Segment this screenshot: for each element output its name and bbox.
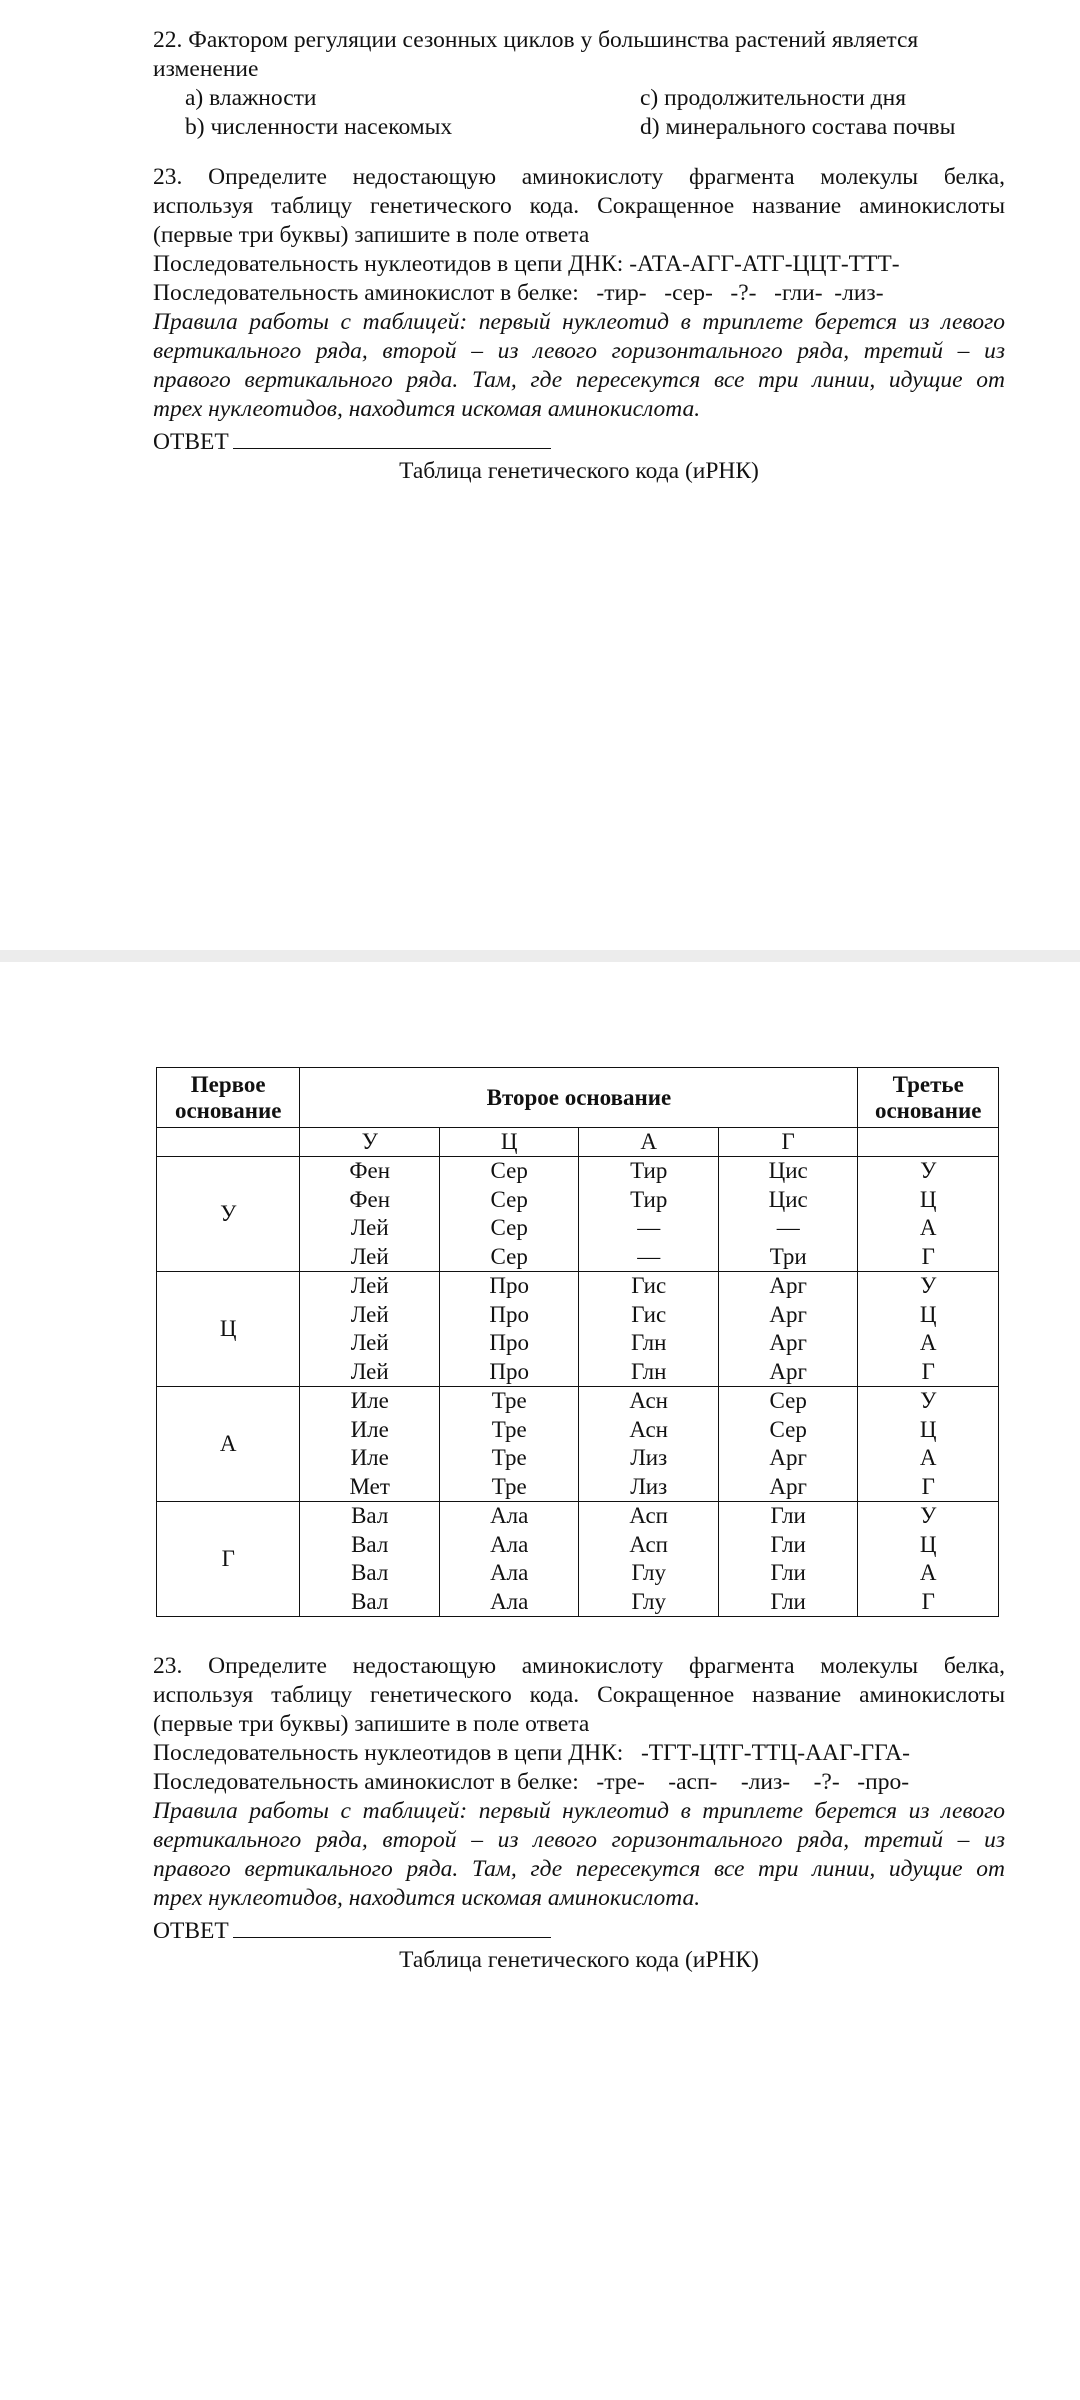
amino-acid-entry: Вал [351, 1588, 389, 1614]
q23b-rules-line-4: трех нуклеотидов, находится искомая аминокислота. [153, 1885, 701, 1911]
amino-acid-entry: Иле [350, 1388, 389, 1413]
second-base-a: А [579, 1128, 718, 1157]
q23b-table-caption: Таблица генетического кода (иРНК) [399, 1947, 759, 1973]
third-base-cell [858, 1272, 999, 1387]
q23b-answer-row [153, 1913, 1005, 1946]
q23b-dna-sequence: Последовательность нуклеотидов в цепи ДНК: -ТГТ-ЦТГ-ТТЦ-ААГ-ГГА- [153, 1740, 910, 1766]
amino-acid-entry: Арг [769, 1473, 807, 1499]
q23a-dna-sequence: Последовательность нуклеотидов в цепи ДНК: -АТА-АГГ-АТГ-ЦЦТ-ТТТ- [153, 251, 900, 277]
amino-acid-entry: Асн [629, 1416, 668, 1442]
amino-acid-entry: Ала [490, 1588, 529, 1614]
q23b-text-line-3: (первые три буквы) запишите в поле ответа [153, 1711, 590, 1737]
amino-acid-entry: Ала [490, 1503, 529, 1528]
amino-acid-entry: Лиз [630, 1445, 668, 1470]
codon-cell [300, 1387, 440, 1502]
amino-acid-entry: Лей [350, 1330, 389, 1355]
amino-acid-entry: Г [921, 1473, 935, 1499]
q23a-text-line-1: 23. Определите недостающую аминокислоту фрагмента молекулы белка, [153, 164, 1005, 190]
codon-cell [579, 1272, 718, 1387]
amino-acid-entry: Цис [768, 1158, 808, 1183]
amino-acid-entry: Асп [629, 1531, 668, 1557]
amino-acid-entry: Ц [919, 1531, 937, 1557]
amino-acid-entry: Тре [491, 1445, 527, 1470]
amino-acid-entry: Сер [490, 1215, 528, 1240]
amino-acid-entry: А [919, 1560, 937, 1585]
q22-option-b: b) численности насекомых [185, 114, 453, 140]
amino-acid-entry: Сер [490, 1158, 528, 1183]
q23a-table-caption: Таблица генетического кода (иРНК) [399, 458, 759, 484]
amino-acid-entry: Ц [919, 1301, 937, 1327]
amino-acid-entry: Тир [630, 1186, 668, 1212]
q22-text-line-1: 22. Фактором регуляции сезонных циклов у большинства растений является [153, 27, 919, 53]
amino-acid-entry: Сер [490, 1243, 528, 1269]
amino-acid-entry: Лей [350, 1301, 389, 1327]
codon-cell [439, 1502, 579, 1617]
question-23-second [153, 1652, 1005, 1975]
amino-acid-entry: Глу [631, 1560, 666, 1585]
codon-cell [718, 1502, 858, 1617]
amino-acid-entry: Про [489, 1330, 530, 1355]
amino-acid-entry: Вал [351, 1503, 389, 1528]
q22-option-c: c) продолжительности дня [640, 85, 907, 111]
q23b-rules-line-3: правого вертикального ряда. Там, где пересекутся все три линии, идущие от [153, 1856, 1005, 1882]
q23a-rules-line-4: трех нуклеотидов, находится искомая аминокислота. [153, 396, 701, 422]
codon-cell [439, 1272, 579, 1387]
q22-options [153, 84, 1005, 142]
amino-acid-entry: Вал [351, 1560, 389, 1585]
amino-acid-entry: Цис [768, 1186, 808, 1212]
amino-acid-entry: — [776, 1215, 800, 1240]
second-base-u: У [300, 1128, 440, 1157]
amino-acid-entry: — [637, 1243, 661, 1269]
codon-cell [579, 1502, 718, 1617]
amino-acid-entry: Тре [491, 1473, 527, 1499]
amino-acid-entry: Ц [919, 1186, 937, 1212]
amino-acid-entry: Лей [350, 1273, 389, 1298]
q23b-rules-line-1: Правила работы с таблицей: первый нуклеотид в триплете берется из левого [153, 1798, 1005, 1824]
amino-acid-entry: Арг [769, 1273, 807, 1298]
amino-acid-entry: Сер [490, 1186, 528, 1212]
amino-acid-entry: Г [921, 1588, 935, 1614]
q23b-text-line-1: 23. Определите недостающую аминокислоту фрагмента молекулы белка, [153, 1653, 1005, 1679]
amino-acid-entry: Гли [770, 1503, 806, 1528]
amino-acid-entry: Гис [631, 1301, 667, 1327]
third-base-cell [858, 1387, 999, 1502]
q23a-rules-line-1: Правила работы с таблицей: первый нуклеотид в триплете берется из левого [153, 309, 1005, 335]
amino-acid-entry: — [637, 1215, 661, 1240]
amino-acid-entry: Глн [631, 1330, 667, 1355]
q23b-rules-line-2: вертикального ряда, второй – из левого горизонтального ряда, третий – из [153, 1827, 1005, 1853]
codon-cell [579, 1387, 718, 1502]
page-separator [0, 950, 1080, 962]
amino-acid-entry: Гис [631, 1273, 667, 1298]
amino-acid-entry: Гли [770, 1588, 806, 1614]
amino-acid-entry: У [920, 1273, 937, 1298]
amino-acid-entry: Гли [770, 1531, 806, 1557]
amino-acid-entry: Фен [349, 1158, 391, 1183]
amino-acid-entry: Арг [769, 1301, 807, 1327]
amino-acid-entry: Арг [769, 1445, 807, 1470]
codon-cell [439, 1387, 579, 1502]
amino-acid-entry: Асн [629, 1388, 668, 1413]
first-base-c: Ц [157, 1272, 300, 1387]
amino-acid-entry: Гли [770, 1560, 806, 1585]
amino-acid-entry: Тир [630, 1158, 668, 1183]
codon-cell [718, 1272, 858, 1387]
amino-acid-entry: Г [921, 1243, 935, 1269]
amino-acid-entry: Сер [769, 1416, 807, 1442]
first-base-g: Г [157, 1502, 300, 1617]
q23b-answer-label: ОТВЕТ [153, 1918, 229, 1944]
q23b-text-line-2: используя таблицу генетического кода. Сокращенное название аминокислоты [153, 1682, 1005, 1708]
q23a-text-line-2: используя таблицу генетического кода. Сокращенное название аминокислоты [153, 193, 1005, 219]
amino-acid-entry: Иле [350, 1416, 389, 1442]
q22-option-d: d) минерального состава почвы [640, 114, 956, 140]
q23a-text-line-3: (первые три буквы) запишите в поле ответа [153, 222, 590, 248]
codon-cell [718, 1387, 858, 1502]
amino-acid-entry: Три [769, 1243, 807, 1269]
header-second-base: Второе основание [300, 1068, 858, 1128]
header-first-base: Первое основание [157, 1068, 300, 1128]
q23a-protein-sequence: Последовательность аминокислот в белке: -тир- -сер- -?- -гли- -лиз- [153, 280, 884, 306]
codon-cell [300, 1502, 440, 1617]
second-base-g: Г [718, 1128, 858, 1157]
q23a-answer-label: ОТВЕТ [153, 429, 229, 455]
amino-acid-entry: У [920, 1503, 937, 1528]
amino-acid-entry: Тре [491, 1416, 527, 1442]
header-third-base: Третье основание [858, 1068, 999, 1128]
amino-acid-entry: Лиз [630, 1473, 668, 1499]
amino-acid-entry: Про [489, 1301, 530, 1327]
q23a-rules-line-3: правого вертикального ряда. Там, где пересекутся все три линии, идущие от [153, 367, 1005, 393]
codon-cell [579, 1157, 718, 1272]
amino-acid-entry: Ала [490, 1560, 529, 1585]
amino-acid-entry: Иле [350, 1445, 389, 1470]
q22-text-line-2: изменение [153, 56, 259, 82]
codon-cell [439, 1157, 579, 1272]
q23a-answer-row [153, 424, 1005, 457]
amino-acid-entry: Мет [349, 1473, 390, 1499]
amino-acid-entry: Ц [919, 1416, 937, 1442]
amino-acid-entry: Глу [631, 1588, 666, 1614]
amino-acid-entry: Про [489, 1273, 530, 1298]
q23b-protein-sequence: Последовательность аминокислот в белке: -тре- -асп- -лиз- -?- -про- [153, 1769, 910, 1795]
q23b-answer-field[interactable] [233, 1913, 551, 1938]
codon-cell [718, 1157, 858, 1272]
amino-acid-entry: А [919, 1215, 937, 1240]
document-page-1 [0, 0, 1080, 950]
amino-acid-entry: Арг [769, 1330, 807, 1355]
first-base-a: А [157, 1387, 300, 1502]
question-22 [153, 26, 1005, 486]
amino-acid-entry: У [920, 1158, 937, 1183]
amino-acid-entry: У [920, 1388, 937, 1413]
amino-acid-entry: Лей [350, 1358, 389, 1384]
codon-cell [300, 1272, 440, 1387]
amino-acid-entry: Вал [351, 1531, 389, 1557]
third-base-cell [858, 1502, 999, 1617]
amino-acid-entry: Г [921, 1358, 935, 1384]
amino-acid-entry: Лей [350, 1215, 389, 1240]
amino-acid-entry: Асп [629, 1503, 668, 1528]
third-base-cell [858, 1157, 999, 1272]
q22-option-a: a) влажности [185, 85, 317, 111]
codon-cell [300, 1157, 440, 1272]
amino-acid-entry: А [919, 1330, 937, 1355]
second-base-c: Ц [439, 1128, 579, 1157]
amino-acid-entry: А [919, 1445, 937, 1470]
document-page-2 [0, 962, 1080, 2400]
amino-acid-entry: Ала [490, 1531, 529, 1557]
amino-acid-entry: Фен [349, 1186, 391, 1212]
first-base-u: У [157, 1157, 300, 1272]
genetic-code-table [156, 1067, 999, 1617]
blank-cell-right [858, 1128, 999, 1157]
amino-acid-entry: Тре [491, 1388, 527, 1413]
amino-acid-entry: Глн [631, 1358, 667, 1384]
q23a-rules-line-2: вертикального ряда, второй – из левого горизонтального ряда, третий – из [153, 338, 1005, 364]
blank-cell-left [157, 1128, 300, 1157]
amino-acid-entry: Про [489, 1358, 530, 1384]
q23a-answer-field[interactable] [233, 424, 551, 449]
question-23-first [153, 163, 1005, 486]
amino-acid-entry: Арг [769, 1358, 807, 1384]
amino-acid-entry: Сер [769, 1388, 807, 1413]
amino-acid-entry: Лей [350, 1243, 389, 1269]
